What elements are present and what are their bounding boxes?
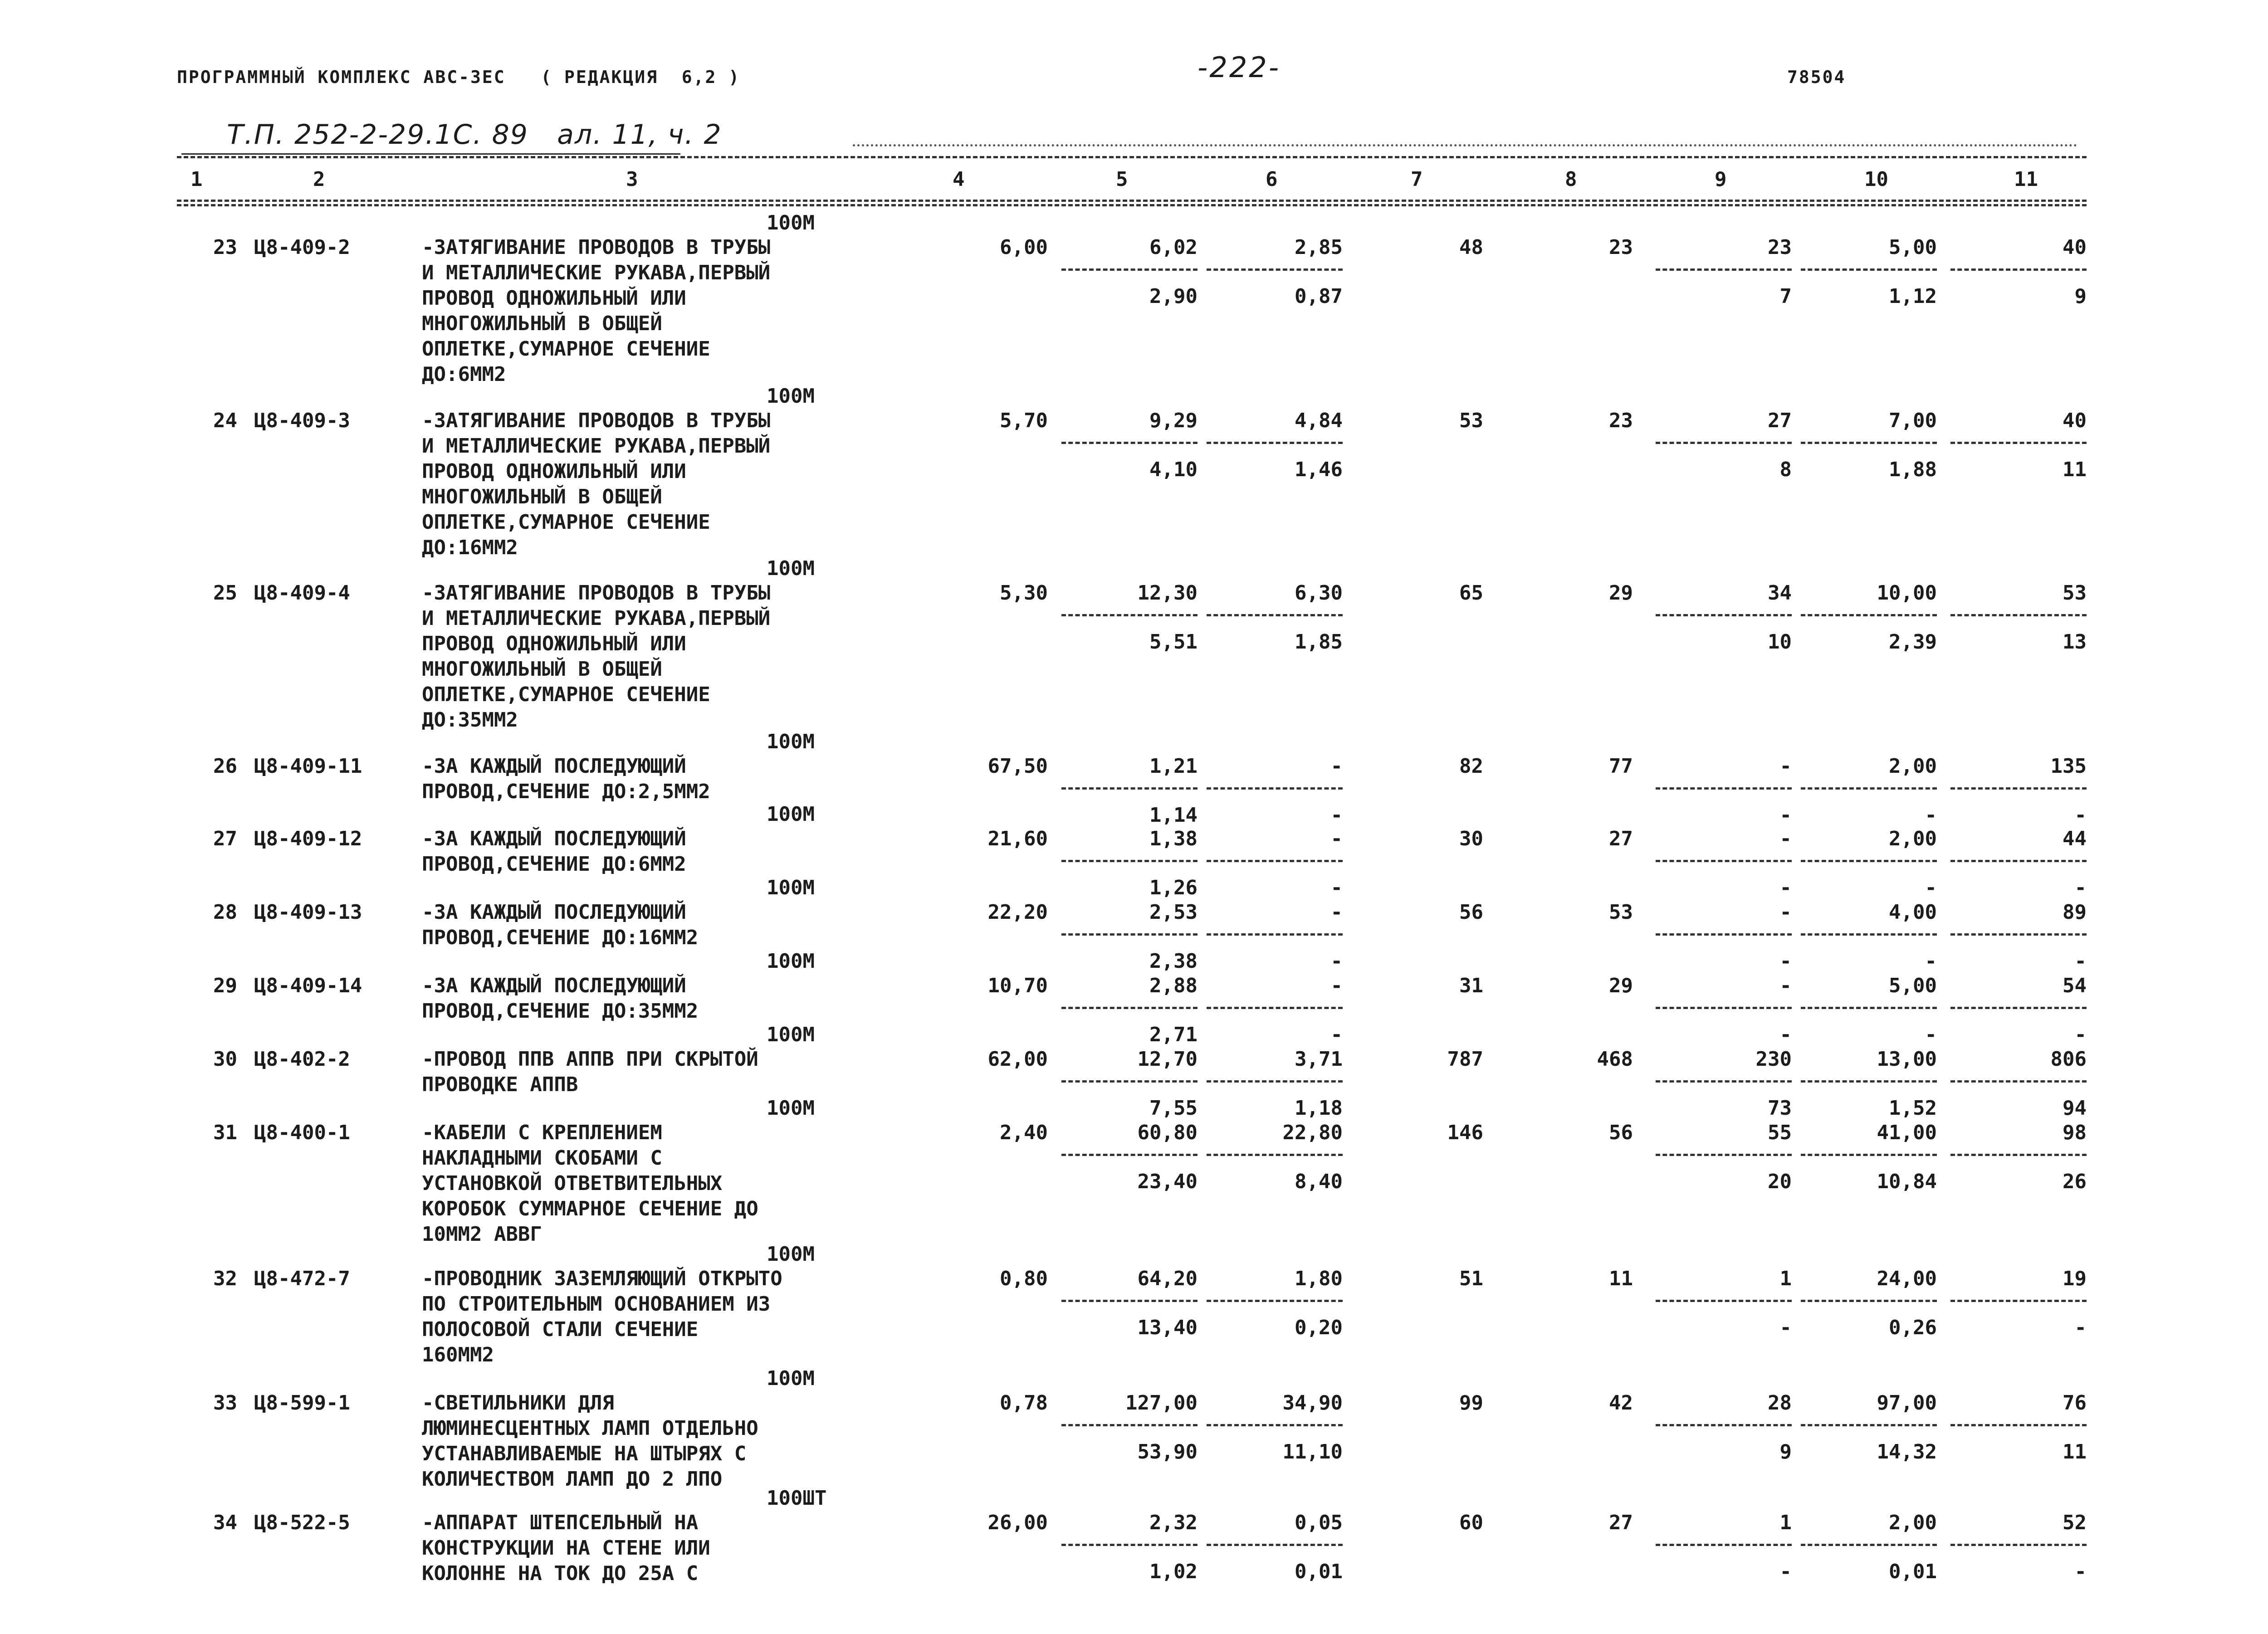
row-number: 33 xyxy=(213,1391,237,1415)
cell-col6: 0,05 xyxy=(1295,1511,1343,1534)
cell-col11-lower: 26 xyxy=(2063,1170,2087,1193)
cell-col4: 5,30 xyxy=(1000,581,1048,605)
cell-col7: 30 xyxy=(1459,827,1483,850)
cell-col9: 27 xyxy=(1768,409,1792,432)
cell-col9: - xyxy=(1779,827,1792,850)
work-description: -ЗА КАЖДЫЙ ПОСЛЕДУЮЩИЙ ПРОВОД,СЕЧЕНИЕ ДО:2,5ММ2 xyxy=(422,755,710,803)
cell-col6: - xyxy=(1330,827,1343,850)
cell-col11-lower: 13 xyxy=(2063,630,2087,654)
fraction-line xyxy=(1656,442,1792,444)
norm-code: Ц8-599-1 xyxy=(254,1391,350,1415)
norm-code: Ц8-409-12 xyxy=(254,827,362,850)
fraction-line xyxy=(1207,1300,1343,1302)
row-number: 24 xyxy=(213,409,237,432)
cell-col10: 24,00 xyxy=(1877,1267,1937,1290)
cell-col8: 29 xyxy=(1609,974,1633,997)
cell-col7: 99 xyxy=(1459,1391,1483,1415)
fraction-line xyxy=(1950,1080,2087,1083)
work-description: -ЗА КАЖДЫЙ ПОСЛЕДУЮЩИЙ ПРОВОД,СЕЧЕНИЕ ДО:6ММ2 xyxy=(422,827,686,876)
row-number: 31 xyxy=(213,1121,237,1144)
cell-col5: 2,53 xyxy=(1149,901,1198,924)
cell-col5-lower: 1,02 xyxy=(1149,1560,1198,1583)
cell-col8: 29 xyxy=(1609,581,1633,605)
column-number-6: 6 xyxy=(1266,168,1278,191)
norm-code: Ц8-400-1 xyxy=(254,1121,350,1144)
cell-col7: 53 xyxy=(1459,409,1483,432)
cell-col4: 5,70 xyxy=(1000,409,1048,432)
cell-col11-lower: - xyxy=(2074,1560,2087,1583)
fraction-line xyxy=(1950,1424,2087,1426)
cell-col11: 54 xyxy=(2063,974,2087,997)
cell-col10: 2,00 xyxy=(1889,755,1937,778)
cell-col6-lower: 0,87 xyxy=(1295,285,1343,308)
document-code: 78504 xyxy=(1787,67,1846,87)
header-top-rule xyxy=(177,156,2087,158)
cell-col10-lower: - xyxy=(1925,950,1937,973)
cell-col5-lower: 2,71 xyxy=(1149,1023,1198,1046)
norm-code: Ц8-409-11 xyxy=(254,755,362,778)
cell-col9-lower: 9 xyxy=(1779,1440,1792,1463)
unit-label: 100М xyxy=(767,211,815,234)
column-number-5: 5 xyxy=(1116,168,1128,191)
cell-col7: 60 xyxy=(1459,1511,1483,1534)
unit-label: 100М xyxy=(767,1243,815,1266)
norm-code: Ц8-472-7 xyxy=(254,1267,350,1290)
fraction-line xyxy=(1656,787,1792,790)
cell-col7: 51 xyxy=(1459,1267,1483,1290)
work-description: -ПРОВОД ППВ АППВ ПРИ СКРЫТОЙ ПРОВОДКЕ АППВ xyxy=(422,1048,758,1096)
fraction-line xyxy=(1061,1154,1198,1156)
fraction-line xyxy=(1656,1424,1792,1426)
fraction-line xyxy=(1061,442,1198,444)
column-number-7: 7 xyxy=(1411,168,1423,191)
cell-col9: 28 xyxy=(1768,1391,1792,1415)
cell-col9-lower: 20 xyxy=(1768,1170,1792,1193)
cell-col11: 53 xyxy=(2063,581,2087,605)
cell-col11: 19 xyxy=(2063,1267,2087,1290)
handwritten-reference: Т.П. 252-2-29.1С. 89 ал. 11, ч. 2 xyxy=(227,119,722,151)
cell-col10: 4,00 xyxy=(1889,901,1937,924)
fraction-line xyxy=(1061,860,1198,862)
cell-col10-lower: 2,39 xyxy=(1889,630,1937,654)
header-bottom-rule xyxy=(177,200,2087,202)
cell-col10-lower: - xyxy=(1925,1023,1937,1046)
cell-col4: 0,78 xyxy=(1000,1391,1048,1415)
cell-col9: 34 xyxy=(1768,581,1792,605)
cell-col5-lower: 1,26 xyxy=(1149,876,1198,899)
fraction-line xyxy=(1061,268,1198,271)
fraction-line xyxy=(1801,1154,1937,1156)
cell-col5: 12,30 xyxy=(1137,581,1198,605)
cell-col5: 127,00 xyxy=(1125,1391,1198,1415)
cell-col7: 787 xyxy=(1447,1048,1483,1071)
cell-col11: 76 xyxy=(2063,1391,2087,1415)
norm-code: Ц8-409-2 xyxy=(254,236,350,259)
cell-col10: 5,00 xyxy=(1889,236,1937,259)
unit-label: 100М xyxy=(767,1023,815,1046)
fraction-line xyxy=(1950,1300,2087,1302)
fraction-line xyxy=(1950,1007,2087,1009)
fraction-line xyxy=(1801,1300,1937,1302)
cell-col6-lower: - xyxy=(1330,1023,1343,1046)
cell-col10-lower: 1,88 xyxy=(1889,458,1937,481)
cell-col4: 0,80 xyxy=(1000,1267,1048,1290)
cell-col5: 64,20 xyxy=(1137,1267,1198,1290)
cell-col9-lower: 7 xyxy=(1779,285,1792,308)
cell-col11-lower: 11 xyxy=(2063,458,2087,481)
column-number-10: 10 xyxy=(1864,168,1888,191)
cell-col11-lower: - xyxy=(2074,876,2087,899)
cell-col9-lower: - xyxy=(1779,1560,1792,1583)
fraction-line xyxy=(1801,268,1937,271)
cell-col10-lower: 1,52 xyxy=(1889,1097,1937,1120)
unit-label: 100М xyxy=(767,803,815,826)
cell-col9: 55 xyxy=(1768,1121,1792,1144)
cell-col4: 67,50 xyxy=(987,755,1048,778)
fraction-line xyxy=(1656,614,1792,616)
cell-col11: 135 xyxy=(2050,755,2087,778)
cell-col6: 2,85 xyxy=(1295,236,1343,259)
cell-col10-lower: - xyxy=(1925,804,1937,827)
fraction-line xyxy=(1207,1154,1343,1156)
cell-col5: 1,21 xyxy=(1149,755,1198,778)
fraction-line xyxy=(1950,442,2087,444)
cell-col5: 12,70 xyxy=(1137,1048,1198,1071)
cell-col4: 26,00 xyxy=(987,1511,1048,1534)
fraction-line xyxy=(1801,614,1937,616)
cell-col6: 3,71 xyxy=(1295,1048,1343,1071)
cell-col11: 40 xyxy=(2063,236,2087,259)
fraction-line xyxy=(1061,1007,1198,1009)
fraction-line xyxy=(1801,787,1937,790)
fraction-line xyxy=(1656,268,1792,271)
fraction-line xyxy=(1207,933,1343,936)
cell-col9: 23 xyxy=(1768,236,1792,259)
column-number-2: 2 xyxy=(313,168,325,191)
cell-col10-lower: 0,01 xyxy=(1889,1560,1937,1583)
column-number-4: 4 xyxy=(953,168,965,191)
fraction-line xyxy=(1950,614,2087,616)
work-description: -ЗАТЯГИВАНИЕ ПРОВОДОВ В ТРУБЫ И МЕТАЛЛИЧЕСКИЕ РУКАВА,ПЕРВЫЙ ПРОВОД ОДНОЖИЛЬНЫЙ ИЛИ МНОГОЖИЛЬНЫЙ В ОБЩЕЙ ОПЛЕТКЕ,СУМАРНОЕ СЕЧЕНИЕ ДО:16ММ2 xyxy=(422,409,771,559)
column-number-3: 3 xyxy=(626,168,638,191)
handwritten-underline xyxy=(181,153,680,155)
cell-col10-lower: 10,84 xyxy=(1877,1170,1937,1193)
fraction-line xyxy=(1061,1544,1198,1546)
work-description: -СВЕТИЛЬНИКИ ДЛЯ ЛЮМИНЕСЦЕНТНЫХ ЛАМП ОТДЕЛЬНО УСТАНАВЛИВАЕМЫЕ НА ШТЫРЯХ С КОЛИЧЕСТВОМ ЛАМП ДО 2 ЛПО xyxy=(422,1391,758,1491)
column-number-1: 1 xyxy=(191,168,203,191)
cell-col8: 23 xyxy=(1609,409,1633,432)
norm-code: Ц8-402-2 xyxy=(254,1048,350,1071)
cell-col6-lower: 11,10 xyxy=(1282,1440,1343,1463)
cell-col6: 1,80 xyxy=(1295,1267,1343,1290)
cell-col6: 34,90 xyxy=(1282,1391,1343,1415)
cell-col11: 806 xyxy=(2050,1048,2087,1071)
cell-col6-lower: 1,85 xyxy=(1295,630,1343,654)
cell-col6-lower: 1,46 xyxy=(1295,458,1343,481)
cell-col11-lower: - xyxy=(2074,1316,2087,1339)
cell-col4: 62,00 xyxy=(987,1048,1048,1071)
fraction-line xyxy=(1950,787,2087,790)
row-number: 34 xyxy=(213,1511,237,1534)
row-number: 29 xyxy=(213,974,237,997)
fraction-line xyxy=(1656,1544,1792,1546)
fraction-line xyxy=(1061,614,1198,616)
cell-col11-lower: 11 xyxy=(2063,1440,2087,1463)
column-number-8: 8 xyxy=(1565,168,1577,191)
cell-col6-lower: 0,20 xyxy=(1295,1316,1343,1339)
fraction-line xyxy=(1656,1154,1792,1156)
cell-col7: 56 xyxy=(1459,901,1483,924)
fraction-line xyxy=(1801,933,1937,936)
cell-col8: 77 xyxy=(1609,755,1633,778)
fraction-line xyxy=(1801,1080,1937,1083)
cell-col8: 53 xyxy=(1609,901,1633,924)
cell-col5-lower: 7,55 xyxy=(1149,1097,1198,1120)
cell-col10-lower: 0,26 xyxy=(1889,1316,1937,1339)
unit-label: 100М xyxy=(767,1097,815,1120)
column-number-9: 9 xyxy=(1715,168,1727,191)
fraction-line xyxy=(1656,1007,1792,1009)
unit-label: 100М xyxy=(767,557,815,580)
work-description: -ЗАТЯГИВАНИЕ ПРОВОДОВ В ТРУБЫ И МЕТАЛЛИЧЕСКИЕ РУКАВА,ПЕРВЫЙ ПРОВОД ОДНОЖИЛЬНЫЙ ИЛИ МНОГОЖИЛЬНЫЙ В ОБЩЕЙ ОПЛЕТКЕ,СУМАРНОЕ СЕЧЕНИЕ ДО:35ММ2 xyxy=(422,581,771,732)
unit-label: 100ШТ xyxy=(767,1487,827,1510)
row-number: 32 xyxy=(213,1267,237,1290)
cell-col6: - xyxy=(1330,755,1343,778)
cell-col10-lower: 14,32 xyxy=(1877,1440,1937,1463)
cell-col6-lower: - xyxy=(1330,950,1343,973)
cell-col5: 2,32 xyxy=(1149,1511,1198,1534)
fraction-line xyxy=(1950,933,2087,936)
cell-col7: 31 xyxy=(1459,974,1483,997)
norm-code: Ц8-409-4 xyxy=(254,581,350,605)
cell-col5-lower: 13,40 xyxy=(1137,1316,1198,1339)
cell-col6-lower: 0,01 xyxy=(1295,1560,1343,1583)
cell-col7: 146 xyxy=(1447,1121,1483,1144)
cell-col11-lower: - xyxy=(2074,1023,2087,1046)
cell-col7: 48 xyxy=(1459,236,1483,259)
row-number: 25 xyxy=(213,581,237,605)
cell-col9: - xyxy=(1779,974,1792,997)
fraction-line xyxy=(1950,1154,2087,1156)
cell-col9-lower: - xyxy=(1779,1023,1792,1046)
cell-col6: - xyxy=(1330,901,1343,924)
cell-col10-lower: - xyxy=(1925,876,1937,899)
cell-col5-lower: 1,14 xyxy=(1149,804,1198,827)
dotted-guide-line xyxy=(853,144,2077,146)
fraction-line xyxy=(1207,1007,1343,1009)
fraction-line xyxy=(1207,860,1343,862)
cell-col10: 97,00 xyxy=(1877,1391,1937,1415)
unit-label: 100М xyxy=(767,950,815,973)
cell-col6-lower: 8,40 xyxy=(1295,1170,1343,1193)
header-bottom-rule-2 xyxy=(177,204,2087,206)
unit-label: 100М xyxy=(767,876,815,899)
cell-col5-lower: 2,38 xyxy=(1149,950,1198,973)
fraction-line xyxy=(1950,268,2087,271)
fraction-line xyxy=(1950,860,2087,862)
cell-col9: 1 xyxy=(1779,1511,1792,1534)
unit-label: 100М xyxy=(767,1367,815,1390)
cell-col10: 7,00 xyxy=(1889,409,1937,432)
work-description: -АППАРАТ ШТЕПСЕЛЬНЫЙ НА КОНСТРУКЦИИ НА СТЕНЕ ИЛИ КОЛОННЕ НА ТОК ДО 25А С xyxy=(422,1511,710,1585)
cell-col6: 22,80 xyxy=(1282,1121,1343,1144)
cell-col8: 468 xyxy=(1597,1048,1633,1071)
cell-col10: 10,00 xyxy=(1877,581,1937,605)
cell-col9: - xyxy=(1779,901,1792,924)
cell-col4: 22,20 xyxy=(987,901,1048,924)
cell-col11: 98 xyxy=(2063,1121,2087,1144)
cell-col6: - xyxy=(1330,974,1343,997)
cell-col9-lower: - xyxy=(1779,804,1792,827)
cell-col10: 13,00 xyxy=(1877,1048,1937,1071)
cell-col4: 6,00 xyxy=(1000,236,1048,259)
norm-code: Ц8-409-13 xyxy=(254,901,362,924)
cell-col8: 11 xyxy=(1609,1267,1633,1290)
fraction-line xyxy=(1207,1544,1343,1546)
cell-col11: 52 xyxy=(2063,1511,2087,1534)
cell-col10: 41,00 xyxy=(1877,1121,1937,1144)
cell-col7: 82 xyxy=(1459,755,1483,778)
cell-col6-lower: - xyxy=(1330,804,1343,827)
cell-col5-lower: 2,90 xyxy=(1149,285,1198,308)
cell-col5: 1,38 xyxy=(1149,827,1198,850)
cell-col5: 6,02 xyxy=(1149,236,1198,259)
fraction-line xyxy=(1207,787,1343,790)
cell-col8: 23 xyxy=(1609,236,1633,259)
cell-col5-lower: 23,40 xyxy=(1137,1170,1198,1193)
cell-col5: 60,80 xyxy=(1137,1121,1198,1144)
unit-label: 100М xyxy=(767,730,815,753)
cell-col11-lower: 94 xyxy=(2063,1097,2087,1120)
fraction-line xyxy=(1207,442,1343,444)
fraction-line xyxy=(1801,860,1937,862)
cell-col4: 21,60 xyxy=(987,827,1048,850)
cell-col11: 44 xyxy=(2063,827,2087,850)
fraction-line xyxy=(1207,268,1343,271)
fraction-line xyxy=(1801,1544,1937,1546)
cell-col9: - xyxy=(1779,755,1792,778)
fraction-line xyxy=(1656,1080,1792,1083)
fraction-line xyxy=(1207,1080,1343,1083)
cell-col6-lower: - xyxy=(1330,876,1343,899)
cell-col7: 65 xyxy=(1459,581,1483,605)
norm-code: Ц8-409-14 xyxy=(254,974,362,997)
cell-col9-lower: - xyxy=(1779,876,1792,899)
fraction-line xyxy=(1207,614,1343,616)
fraction-line xyxy=(1950,1544,2087,1546)
cell-col10-lower: 1,12 xyxy=(1889,285,1937,308)
norm-code: Ц8-409-3 xyxy=(254,409,350,432)
row-number: 23 xyxy=(213,236,237,259)
cell-col11: 89 xyxy=(2063,901,2087,924)
cell-col4: 2,40 xyxy=(1000,1121,1048,1144)
cell-col9: 230 xyxy=(1755,1048,1792,1071)
cell-col5-lower: 5,51 xyxy=(1149,630,1198,654)
fraction-line xyxy=(1801,442,1937,444)
row-number: 30 xyxy=(213,1048,237,1071)
unit-label: 100М xyxy=(767,385,815,408)
fraction-line xyxy=(1801,1007,1937,1009)
work-description: -ЗА КАЖДЫЙ ПОСЛЕДУЮЩИЙ ПРОВОД,СЕЧЕНИЕ ДО:35ММ2 xyxy=(422,974,699,1023)
fraction-line xyxy=(1061,787,1198,790)
fraction-line xyxy=(1061,1080,1198,1083)
work-description: -ЗАТЯГИВАНИЕ ПРОВОДОВ В ТРУБЫ И МЕТАЛЛИЧЕСКИЕ РУКАВА,ПЕРВЫЙ ПРОВОД ОДНОЖИЛЬНЫЙ ИЛИ МНОГОЖИЛЬНЫЙ В ОБЩЕЙ ОПЛЕТКЕ,СУМАРНОЕ СЕЧЕНИЕ ДО:6ММ2 xyxy=(422,236,771,386)
cell-col10: 2,00 xyxy=(1889,1511,1937,1534)
cell-col9-lower: - xyxy=(1779,1316,1792,1339)
cell-col5-lower: 4,10 xyxy=(1149,458,1198,481)
cell-col11-lower: - xyxy=(2074,804,2087,827)
cell-col11: 40 xyxy=(2063,409,2087,432)
fraction-line xyxy=(1801,1424,1937,1426)
cell-col9-lower: 8 xyxy=(1779,458,1792,481)
fraction-line xyxy=(1656,860,1792,862)
norm-code: Ц8-522-5 xyxy=(254,1511,350,1534)
cell-col9-lower: - xyxy=(1779,950,1792,973)
cell-col8: 56 xyxy=(1609,1121,1633,1144)
cell-col8: 27 xyxy=(1609,827,1633,850)
work-description: -ПРОВОДНИК ЗАЗЕМЛЯЮЩИЙ ОТКРЫТО ПО СТРОИТЕЛЬНЫМ ОСНОВАНИЕМ ИЗ ПОЛОСОВОЙ СТАЛИ СЕЧЕНИЕ 160ММ2 xyxy=(422,1267,782,1366)
cell-col10: 5,00 xyxy=(1889,974,1937,997)
fraction-line xyxy=(1061,1424,1198,1426)
work-description: -ЗА КАЖДЫЙ ПОСЛЕДУЮЩИЙ ПРОВОД,СЕЧЕНИЕ ДО:16ММ2 xyxy=(422,901,699,949)
cell-col6: 6,30 xyxy=(1295,581,1343,605)
cell-col11-lower: - xyxy=(2074,950,2087,973)
fraction-line xyxy=(1656,1300,1792,1302)
cell-col9-lower: 10 xyxy=(1768,630,1792,654)
cell-col9-lower: 73 xyxy=(1768,1097,1792,1120)
fraction-line xyxy=(1207,1424,1343,1426)
cell-col5-lower: 53,90 xyxy=(1137,1440,1198,1463)
fraction-line xyxy=(1061,1300,1198,1302)
fraction-line xyxy=(1656,933,1792,936)
work-description: -КАБЕЛИ С КРЕПЛЕНИЕМ НАКЛАДНЫМИ СКОБАМИ С УСТАНОВКОЙ ОТВЕТВИТЕЛЬНЫХ КОРОБОК СУММАРНОЕ СЕЧЕНИЕ ДО 10ММ2 АВВГ xyxy=(422,1121,758,1246)
row-number: 27 xyxy=(213,827,237,850)
cell-col8: 42 xyxy=(1609,1391,1633,1415)
cell-col11-lower: 9 xyxy=(2074,285,2087,308)
cell-col5: 9,29 xyxy=(1149,409,1198,432)
program-header: ПРОГРАММНЫЙ КОМПЛЕКС АВС-3ЕС ( РЕДАКЦИЯ 6,2 ) xyxy=(177,67,741,87)
cell-col4: 10,70 xyxy=(987,974,1048,997)
cell-col9: 1 xyxy=(1779,1267,1792,1290)
fraction-line xyxy=(1061,933,1198,936)
cell-col6-lower: 1,18 xyxy=(1295,1097,1343,1120)
cell-col5: 2,88 xyxy=(1149,974,1198,997)
cell-col8: 27 xyxy=(1609,1511,1633,1534)
page-number: -222- xyxy=(1198,51,1281,84)
cell-col6: 4,84 xyxy=(1295,409,1343,432)
row-number: 28 xyxy=(213,901,237,924)
cell-col10: 2,00 xyxy=(1889,827,1937,850)
column-number-11: 11 xyxy=(2014,168,2038,191)
row-number: 26 xyxy=(213,755,237,778)
